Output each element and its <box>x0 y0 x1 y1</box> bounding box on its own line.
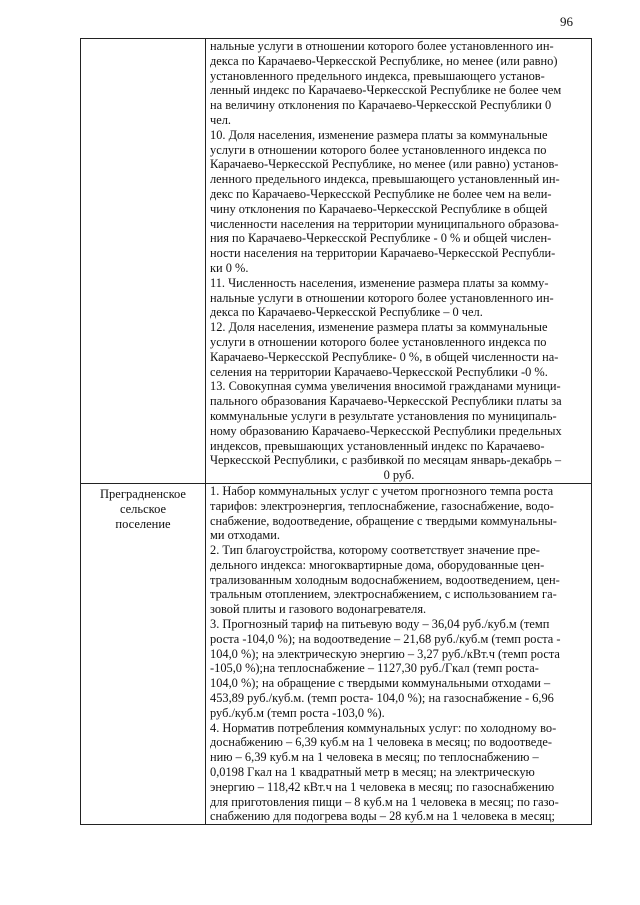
text-line: трализованным холодным водоснабжением, водоотведением, цен- <box>210 572 560 587</box>
text-line: чину отклонения по Карачаево-Черкесской Республике в общей <box>210 201 548 216</box>
text-line: 0,0198 Гкал на 1 квадратный метр в месяц; на электрическую <box>210 765 535 780</box>
text-line: 104,0 %); на электрическую энергию – 3,27 руб./кВт.ч (темп роста <box>210 646 560 661</box>
paragraph-9-continuation <box>206 39 591 128</box>
text-line: тарифов: электроэнергия, теплоснабжение, газоснабжение, водо- <box>210 498 554 513</box>
text-line: 0 руб. <box>383 468 415 483</box>
text-line: ки 0 %. <box>210 260 249 275</box>
text-line: декса по Карачаево-Черкесской Республике, но менее (или равно) <box>210 53 558 68</box>
text-line: 13. Совокупная сумма увеличения вносимой гражданами муници- <box>210 379 561 394</box>
settlement-name <box>81 484 205 532</box>
text-line: нальные услуги в отношении которого более установленного ин- <box>210 39 554 53</box>
settlement-cell <box>81 483 206 824</box>
text-line: Черкесской Республики, с разбивкой по месяцам январь-декабрь – <box>210 453 562 468</box>
settlement-name-line: сельское <box>119 501 167 516</box>
text-line: декс по Карачаево-Черкесской Республике не более чем на вели- <box>210 186 552 201</box>
text-line: снабжение, водоотведение, обращение с твердыми коммунальны- <box>210 513 557 528</box>
text-line: пального образования Карачаево-Черкесской Республики платы за <box>210 394 562 409</box>
text-line: на величину отклонения по Карачаево-Черкесской Республики 0 <box>210 98 552 113</box>
text-line: Карачаево-Черкесской Республике, но менее (или равно) установ- <box>210 157 559 172</box>
settlement-cell <box>81 39 206 484</box>
text-line: -105,0 %);на теплоснабжение – 1127,30 руб./Гкал (темп роста- <box>210 661 539 676</box>
text-line: нию – 6,39 куб.м на 1 человека в месяц; по теплоснабжению – <box>210 750 539 765</box>
text-line: индексов, превышающих установленный индекс по Карачаево- <box>210 438 545 453</box>
text-line: 1. Набор коммунальных услуг с учетом прогнозного темпа роста <box>210 483 554 498</box>
paragraph-11 <box>206 276 591 320</box>
text-line: чел. <box>210 112 232 127</box>
text-line: ному образованию Карачаево-Черкесской Республики предельных <box>210 423 562 438</box>
text-line: Карачаево-Черкесской Республике- 0 %, в общей численности на- <box>210 349 559 364</box>
text-line: селения на территории Карачаево-Черкесской Республики -0 %. <box>210 364 548 379</box>
details-cell <box>206 39 592 484</box>
text-line: дельного индекса: многоквартирные дома, оборудованные цен- <box>210 557 545 572</box>
paragraph-12 <box>206 320 591 379</box>
paragraph-4 <box>206 721 591 825</box>
text-line: ности населения на территории Карачаево-Черкесской Республи- <box>210 246 556 261</box>
indices-table <box>80 38 592 825</box>
settlement-name-line: Преградненское <box>100 486 186 501</box>
text-line: услуги в отношении которого более установленного индекса по <box>210 334 547 349</box>
page-number: 96 <box>560 14 573 29</box>
text-line: роста -104,0 %); на водоотведение – 21,68 руб./куб.м (темп роста - <box>210 631 561 646</box>
text-line: установленного предельного индекса, превышающего установ- <box>210 68 545 83</box>
text-line: снабжению для подогрева воды – 28 куб.м на 1 человека в месяц; <box>210 809 555 824</box>
text-line: 12. Доля населения, изменение размера платы за коммунальные <box>210 320 548 335</box>
text-line: услуги в отношении которого более установленного индекса по <box>210 142 547 157</box>
text-line: 2. Тип благоустройства, которому соответствует значение пре- <box>210 543 540 558</box>
paragraph-3 <box>206 617 591 721</box>
settlement-name-line: поселение <box>115 516 171 531</box>
text-line: тральным отоплением, электроснабжением, с использованием га- <box>210 587 557 602</box>
paragraph-13 <box>206 379 591 483</box>
text-line: коммунальные услуги в результате установления по муниципаль- <box>210 408 557 423</box>
paragraph-1 <box>206 484 591 543</box>
text-line: декса по Карачаево-Черкесской Республике – 0 чел. <box>210 305 483 320</box>
paragraph-10 <box>206 128 591 276</box>
text-line: ния по Карачаево-Черкесской Республике - 0 % и общей числен- <box>210 231 552 246</box>
text-line: 10. Доля населения, изменение размера платы за коммунальные <box>210 127 548 142</box>
text-line: 4. Норматив потребления коммунальных услуг: по холодному во- <box>210 720 557 735</box>
details-cell <box>206 483 592 824</box>
table-row <box>81 39 592 484</box>
text-line: 104,0 %); на обращение с твердыми коммунальными отходами – <box>210 676 551 691</box>
text-line: 11. Численность населения, изменение размера платы за комму- <box>210 275 549 290</box>
table-row <box>81 483 592 824</box>
text-line: 3. Прогнозный тариф на питьевую воду – 36,04 руб./куб.м (темп <box>210 617 550 632</box>
paragraph-2 <box>206 543 591 617</box>
text-line: 453,89 руб./куб.м. (темп роста- 104,0 %); на газоснабжение - 6,96 <box>210 691 554 706</box>
text-line: энергию – 118,42 кВт.ч на 1 человека в месяц; по газоснабжению <box>210 779 555 794</box>
text-line: ленный индекс по Карачаево-Черкесской Республике не более чем <box>210 83 562 98</box>
text-line: для приготовления пищи – 8 куб.м на 1 человека в месяц; по газо- <box>210 794 559 809</box>
text-line: ми отходами. <box>210 528 280 543</box>
text-line: зовой плиты и газового водонагревателя. <box>210 602 427 617</box>
text-line: руб./куб.м (темп роста -103,0 %). <box>210 705 385 720</box>
text-line: нальные услуги в отношении которого более установленного ин- <box>210 290 554 305</box>
text-line: численности населения на территории муниципального образова- <box>210 216 559 231</box>
text-line: доснабжению – 6,39 куб.м на 1 человека в месяц; по водоотведе- <box>210 735 553 750</box>
text-line: ленного предельного индекса, превышающего установленный ин- <box>210 172 560 187</box>
